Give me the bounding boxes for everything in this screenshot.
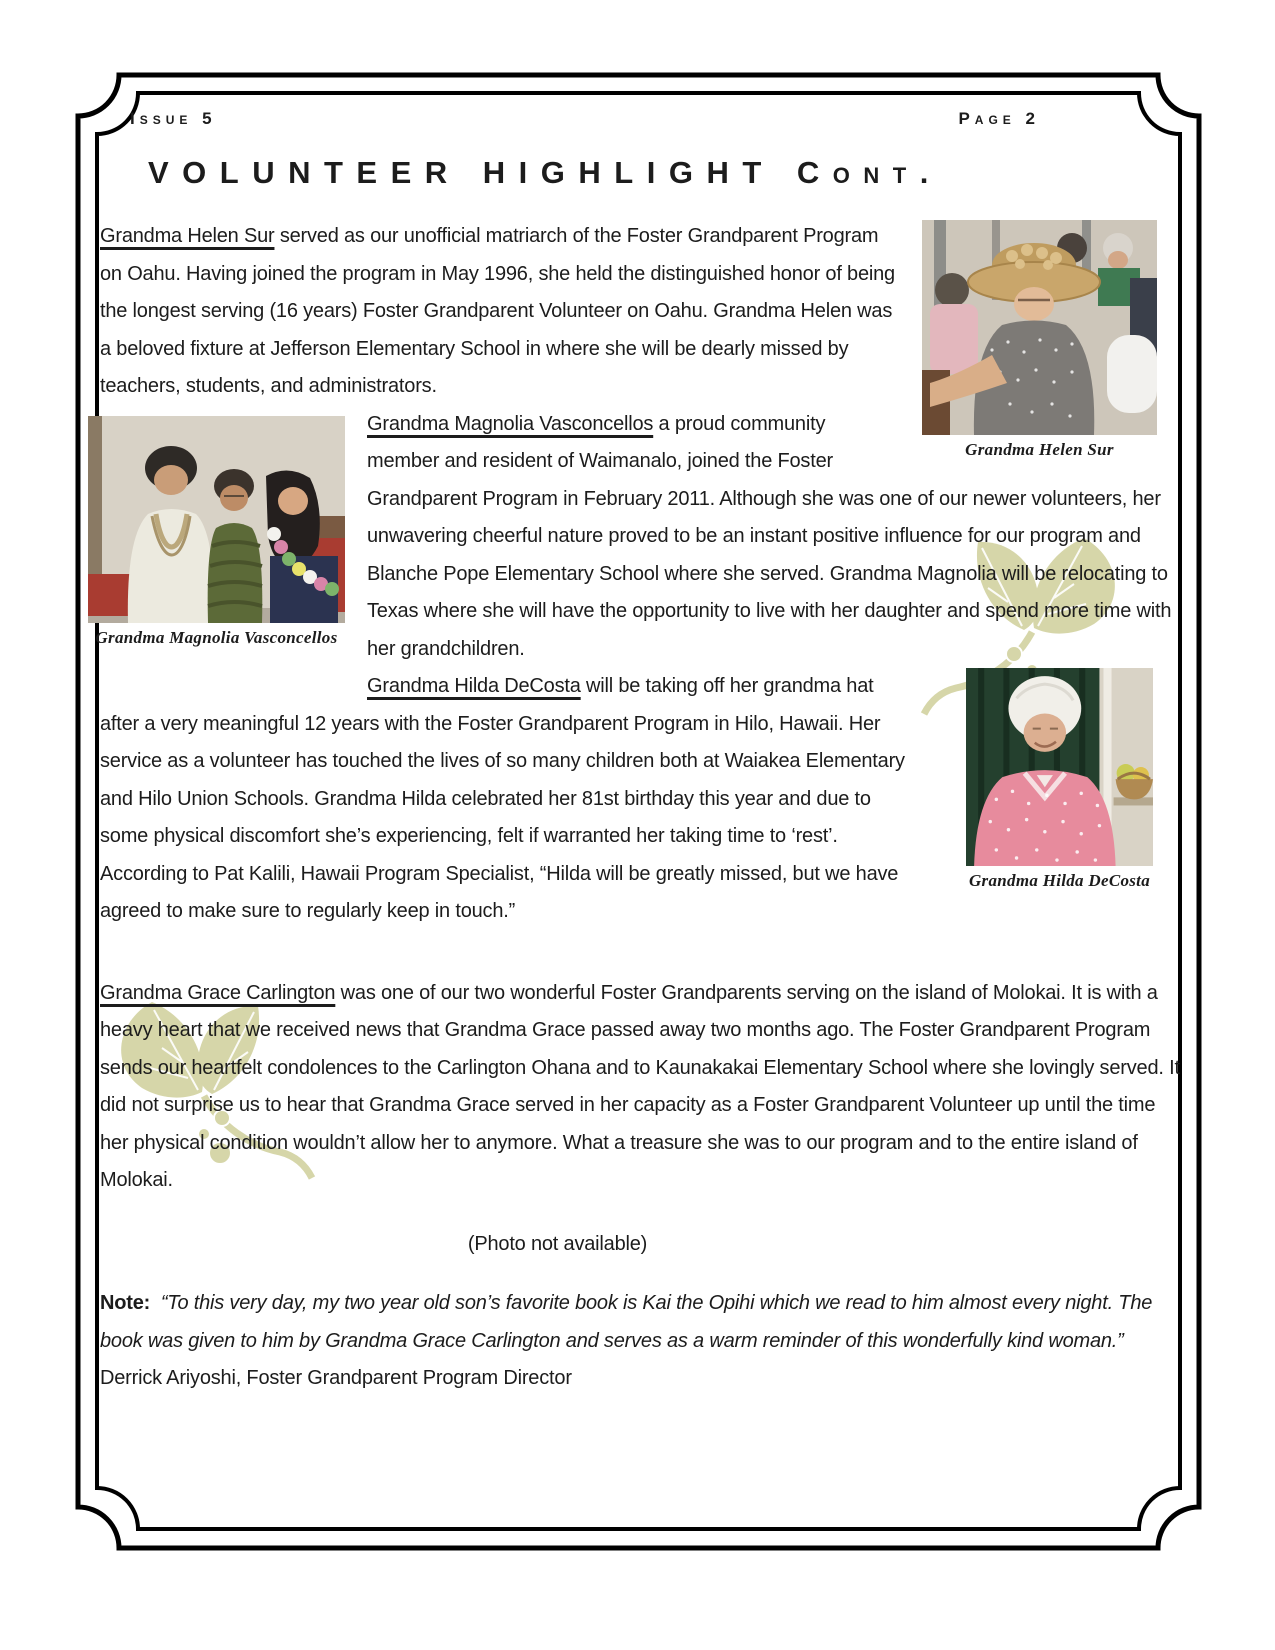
article-hilda-text: will be taking off her grandma hat after a very meaningful 12 years with the Foster Grandparent Program in Hilo, Hawaii. Her service as a volunteer has touched the lives of so many children both at Waiakea Elementary and Hilo Union Schools. Grandma Hilda celebrated her 81st birthday this year and due to some physical discomfort she’s experiencing, felt if warranted her taking time to ‘rest’. According to Pat Kalili, Hawaii Program Specialist, “Hilda will be greatly missed, but we have agreed to make sure to regularly keep in touch.” — [100, 675, 905, 922]
photo-not-available-note: (Photo not available) — [467, 1232, 648, 1255]
grandma-helen-name: Grandma Helen Sur — [100, 225, 275, 247]
grandma-grace-name: Grandma Grace Carlington — [100, 981, 336, 1004]
grandma-hilda-name: Grandma Hilda DeCosta — [367, 675, 581, 697]
photo-caption-magnolia: Grandma Magnolia Vasconcellos — [95, 627, 338, 647]
article-grace-text: was one of our two wonderful Foster Grandparents serving on the island of Molokai. It is with a heavy heart that we received news that Grandma Grace passed away two months ago. The Foster Grandparent Program sends our heartfelt condolences to the Carlington Ohana and to Kaunakakai Elementary School where she lovingly served. It did not surprise us to hear that Grandma Grace served in her capacity as a Foster Grandparent Volunteer up until the time her physical condition wouldn’t allow her to anymore. What a treasure she was to our program and to the entire island of Molokai. — [100, 981, 1180, 1191]
note-attribution: Derrick Ariyoshi, Foster Grandparent Program Director — [100, 1367, 572, 1389]
page-content — [95, 97, 1185, 1418]
article-magnolia-text: a proud community member and resident of Waimanalo, joined the Foster Grandparent Program in February 2011. Although she was one of our newer volunteers, her unwavering cheerful nature proved to be an instant positive influence for our program and Blanche Pope Elementary School where she served. Grandma Magnolia will be relocating to Texas where she will have the opportunity to live with her daughter and spend more time with her grandchildren. — [367, 412, 1172, 660]
page-number: Page 2 — [958, 109, 1040, 128]
note-quote: “To this very day, my two year old son’s favorite book is Kai the Opihi which we read to him almost every night. The book was given to him by Grandma Grace Carlington and serves as a warm reminder of this wonderfully kind woman.” — [100, 1292, 1153, 1352]
photo-caption-hilda: Grandma Hilda DeCosta — [968, 871, 1151, 891]
director-note — [100, 1285, 1185, 1398]
grandma-hilda-decosta-photo — [966, 668, 1153, 866]
grandma-magnolia-name: Grandma Magnolia Vasconcellos — [367, 412, 654, 435]
figure-magnolia — [88, 416, 345, 649]
page-header — [100, 97, 1185, 129]
grandma-helen-sur-photo — [922, 220, 1157, 435]
grandma-magnolia-vasconcellos-photo — [88, 416, 345, 623]
issue-label: Issue 5 — [130, 109, 217, 128]
note-label: Note: — [100, 1292, 151, 1314]
article-helen-text: served as our unofficial matriarch of the Foster Grandparent Program on Oahu. Having joined the program in May 1996, she held the distinguished honor of being the longest serving (16 years) Foster Grandparent Volunteer on Oahu. Grandma Helen was a beloved fixture at Jefferson Elementary School in where she will be dearly missed by teachers, students, and administrators. — [100, 225, 895, 397]
article-grace — [100, 975, 1185, 1200]
article-flow — [95, 218, 1185, 1398]
page-title: VOLUNTEER HIGHLIGHT Cont. — [148, 155, 942, 190]
figure-helen — [922, 220, 1157, 461]
figure-hilda — [966, 668, 1153, 892]
photo-caption-helen: Grandma Helen Sur — [965, 440, 1114, 459]
